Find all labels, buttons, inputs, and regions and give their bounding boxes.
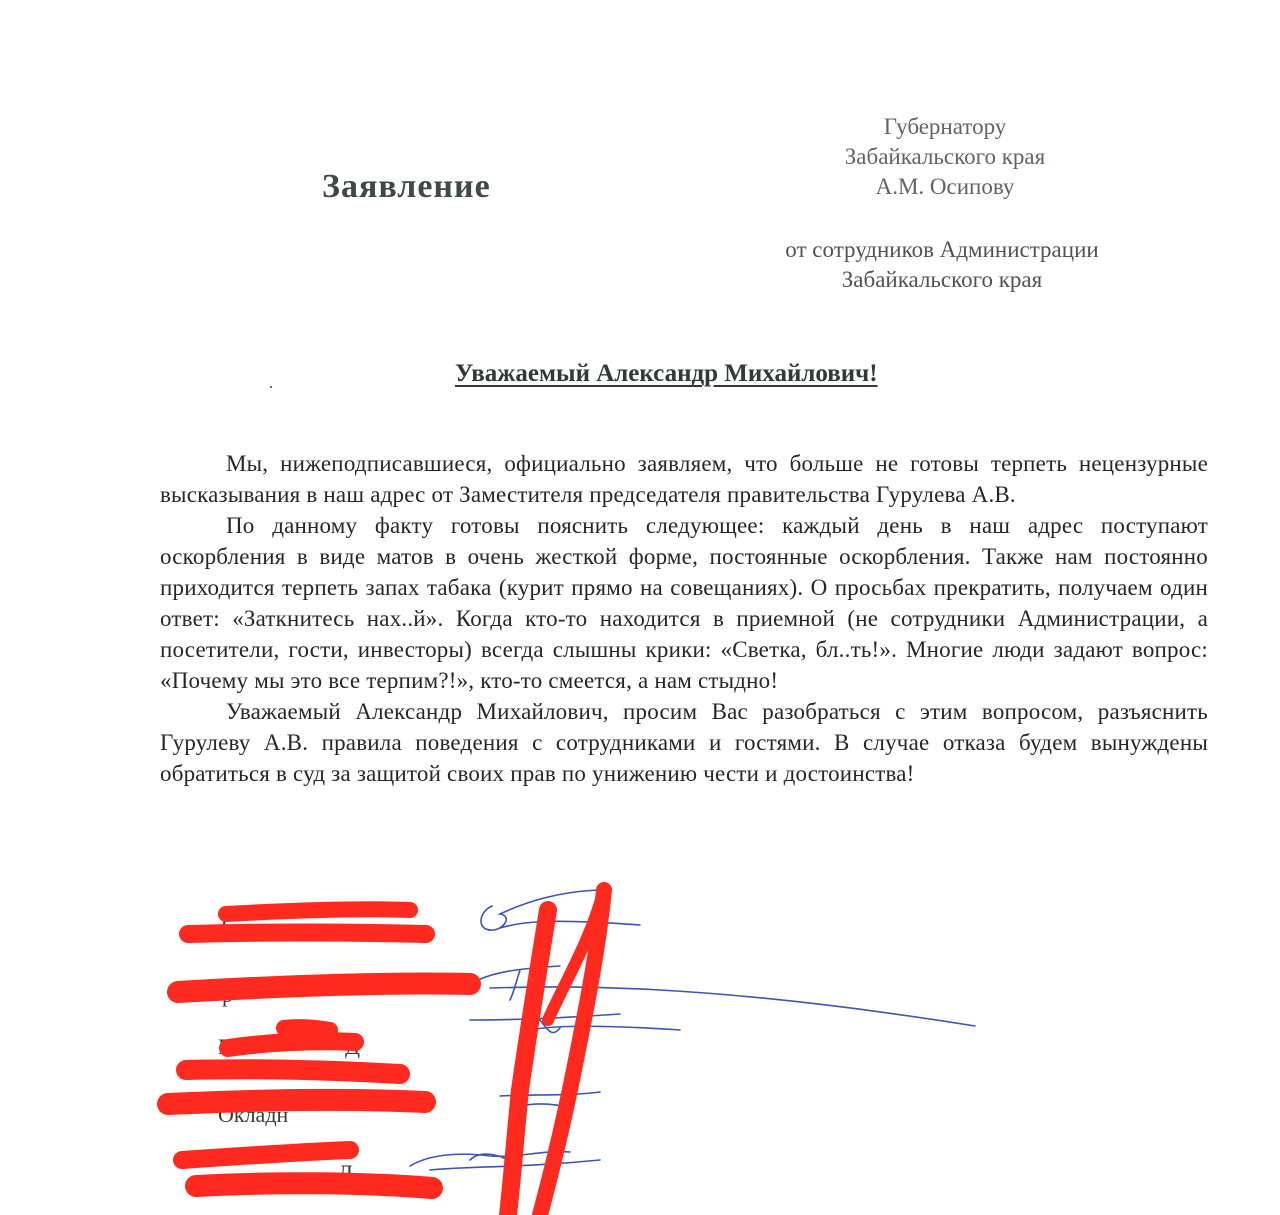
name-fragment-3: В bbox=[218, 1034, 233, 1059]
signature-1 bbox=[481, 890, 640, 930]
signature-area bbox=[0, 870, 1280, 1215]
signatures-and-redactions bbox=[0, 870, 1280, 1215]
redaction-stroke-3 bbox=[178, 983, 470, 992]
paragraph-1: Мы, нижеподписавшиеся, официально заявляем, что больше не готовы терпеть нецензурные высказывания в наш адрес от Заместителя председателя правительства Гурулева А.В. bbox=[160, 451, 1208, 507]
paragraph-3: Уважаемый Александр Михайлович, просим Вас разобраться с этим вопросом, разъяснить Гурулеву А.В. правила поведения с сотрудниками и гостями. В случае отказа будем вынуждены обратиться в суд за защитой своих прав по унижению чести и достоинства! bbox=[160, 699, 1208, 786]
redaction-stroke-6 bbox=[186, 1069, 400, 1074]
redaction-stroke-10 bbox=[508, 910, 548, 1215]
name-fragment-2: р bbox=[222, 982, 233, 1007]
addressee-line-2: Забайкальского края bbox=[844, 144, 1046, 169]
redaction-stroke-4 bbox=[284, 1027, 330, 1030]
name-fragment-5: Окладн bbox=[218, 1102, 289, 1127]
name-fragment-1: С bbox=[222, 912, 237, 937]
handwritten-signatures bbox=[410, 890, 975, 1170]
addressee-block bbox=[760, 112, 1130, 202]
redaction-stroke-7 bbox=[168, 1100, 425, 1104]
addressee-line-1: Губернатору bbox=[883, 114, 1007, 139]
sender-block bbox=[752, 235, 1132, 295]
name-fragment-6: Л bbox=[338, 1160, 353, 1185]
redaction-stroke-1 bbox=[226, 909, 410, 914]
sender-line-2: Забайкальского края bbox=[841, 267, 1043, 292]
letter-body bbox=[160, 448, 1208, 789]
redaction-stroke-8 bbox=[182, 1150, 350, 1160]
paragraph-2: По данному факту готовы пояснить следующее: каждый день в наш адрес поступают оскорбления в виде матов в очень жесткой форме, постоянные оскорбления. Также нам постоянно приходится терпеть запах табака (курит прямо на совещаниях). О просьбах прекратить, получаем один ответ: «Заткнитесь нах..й». Когда кто-то находится в приемной (не сотрудники Администрации, а посетители, гости, инвесторы) всегда слышны крики: «Светка, бл..ть!». Многие люди задают вопрос: «Почему мы это все терпим?!», кто-то смеется, а нам стыдно! bbox=[160, 513, 1208, 693]
document-title: Заявление bbox=[322, 168, 491, 205]
redaction-stroke-9 bbox=[196, 1183, 432, 1188]
addressee-line-3: А.М. Осипову bbox=[875, 174, 1015, 199]
redaction-stroke-5 bbox=[228, 1041, 355, 1048]
name-fragment-4: Д bbox=[345, 1034, 361, 1059]
redaction-stroke-2 bbox=[188, 933, 426, 935]
stray-dot bbox=[270, 386, 272, 388]
sender-line-1: от сотрудников Администрации bbox=[785, 237, 1099, 262]
redaction-marks bbox=[168, 890, 604, 1215]
salutation: Уважаемый Александр Михайлович! bbox=[455, 360, 878, 387]
